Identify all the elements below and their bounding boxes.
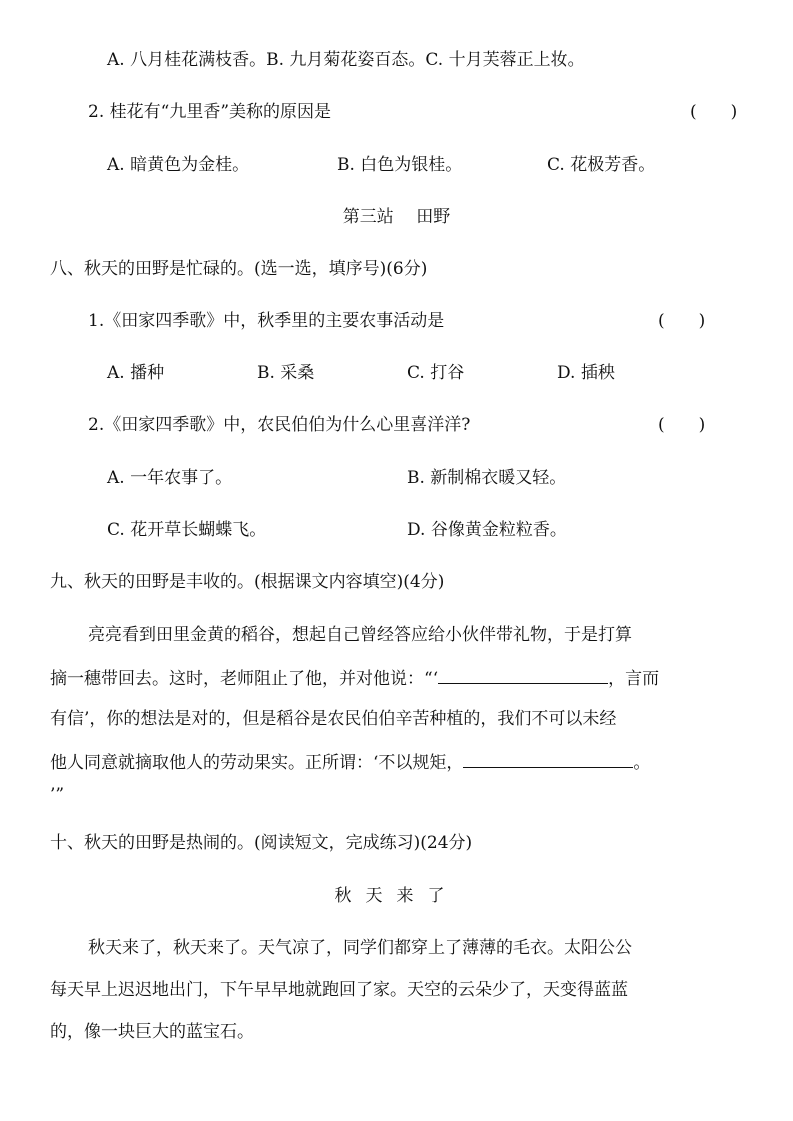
q8-1-option-c: C. 打谷 — [407, 363, 465, 383]
q9-line2-text-before: 摘一穗带回去。这时，老师阻止了他，并对他说：“‘ — [50, 669, 439, 689]
q8-2-option-b: B. 新制棉衣暖又轻。 — [407, 468, 567, 488]
fill-blank-2[interactable] — [463, 749, 633, 768]
q8-2-option-a: A. 一年农事了。 — [107, 468, 233, 488]
q7-options-row: A. 八月桂花满枝香。B. 九月菊花姿百态。C. 十月芙蓉正上妆。 — [107, 50, 585, 70]
q9-paragraph-line-4 — [50, 749, 650, 775]
q8-heading: 八、秋天的田野是忙碌的。(选一选，填序号)(6分) — [50, 259, 428, 279]
q9-heading: 九、秋天的田野是丰收的。(根据课文内容填空)(4分) — [50, 572, 445, 592]
q10-heading: 十、秋天的田野是热闹的。(阅读短文，完成练习)(24分) — [50, 833, 473, 853]
q7-2-answer-paren: ( ) — [690, 102, 738, 122]
q8-1-question: 1.《田家四季歌》中，秋季里的主要农事活动是 — [88, 311, 445, 331]
q8-2-option-c: C. 花开草长蝴蝶飞。 — [107, 520, 267, 540]
fill-blank-1[interactable] — [438, 665, 608, 684]
q10-paragraph-line-2: 每天早上迟迟地出门，下午早早地就跑回了家。天空的云朵少了，天变得蓝蓝 — [50, 980, 628, 1000]
q9-paragraph-line-3: 有信’，你的想法是对的，但是稻谷是农民伯伯辛苦种植的，我们不可以未经 — [50, 709, 617, 729]
q9-line2-text-after: ，言而 — [608, 669, 660, 689]
q8-1-option-d: D. 插秧 — [557, 363, 615, 383]
q7-2-question: 2. 桂花有“九里香”美称的原因是 — [88, 102, 332, 122]
q7-2-option-a: A. 暗黄色为金桂。 — [107, 155, 250, 175]
q8-1-answer-paren: ( ) — [658, 311, 706, 331]
story-title: 秋天来了 — [334, 886, 459, 906]
q9-line4-text-after: 。 — [633, 753, 651, 773]
q7-2-option-b: B. 白色为银桂。 — [337, 155, 463, 175]
q10-paragraph-line-3: 的，像一块巨大的蓝宝石。 — [50, 1022, 254, 1042]
q9-line4-text-before: 他人同意就摘取他人的劳动果实。正所谓：‘不以规矩， — [50, 753, 464, 773]
q9-paragraph-line-5: ’” — [50, 785, 65, 805]
q9-paragraph-line-2 — [50, 665, 659, 691]
q8-2-question: 2.《田家四季歌》中，农民伯伯为什么心里喜洋洋? — [88, 415, 471, 435]
q10-paragraph-line-1: 秋天来了，秋天来了。天气凉了，同学们都穿上了薄薄的毛衣。太阳公公 — [88, 938, 632, 958]
q8-1-option-b: B. 采桑 — [257, 363, 315, 383]
q7-2-option-c: C. 花极芳香。 — [547, 155, 656, 175]
q8-1-option-a: A. 播种 — [107, 363, 165, 383]
q9-paragraph-line-1: 亮亮看到田里金黄的稻谷，想起自己曾经答应给小伙伴带礼物，于是打算 — [88, 625, 632, 645]
station-title: 第三站 田野 — [342, 207, 451, 227]
q8-2-answer-paren: ( ) — [658, 415, 706, 435]
q8-2-option-d: D. 谷像黄金粒粒香。 — [407, 520, 567, 540]
